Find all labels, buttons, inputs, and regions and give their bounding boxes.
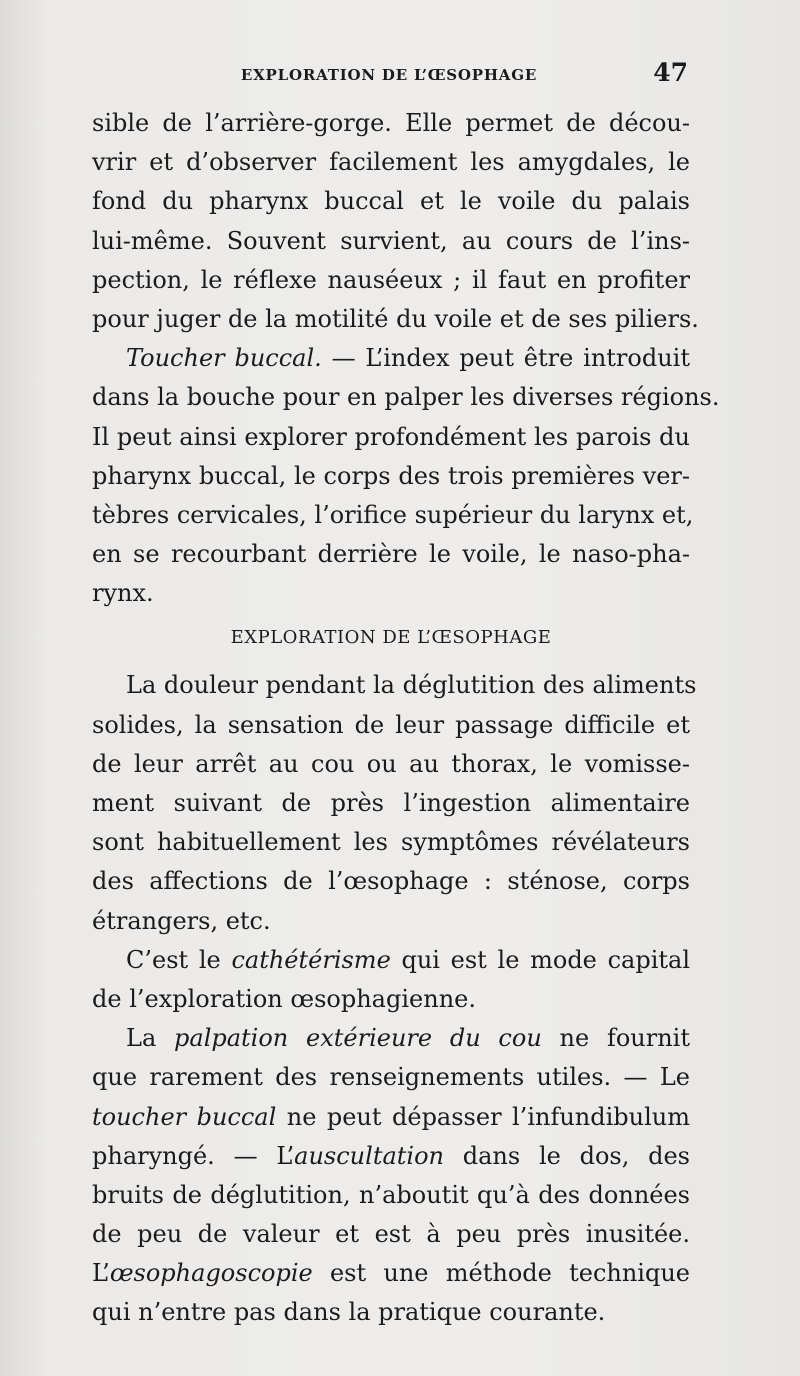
- text-line: sont habituellement les symptômes révélateurs: [92, 828, 690, 857]
- text-fragment: ne fournit: [541, 1024, 690, 1053]
- text-line: [92, 1137, 690, 1176]
- text-line: [92, 1019, 690, 1058]
- section-heading: EXPLORATION DE L’ŒSOPHAGE: [230, 627, 552, 649]
- text-line: [92, 1098, 690, 1137]
- text-line: Il peut ainsi explorer profondément les parois du: [92, 422, 690, 451]
- italic-term: auscultation: [294, 1141, 444, 1170]
- paragraph-toucher-buccal: [92, 339, 720, 613]
- text-line: qui n’entre pas dans la pratique courante.: [92, 1298, 606, 1327]
- text-line: vrir et d’observer facilement les amygdales, le: [92, 148, 690, 177]
- text-line: sible de l’arrière-gorge. Elle permet de décou-: [92, 109, 690, 137]
- italic-term: toucher buccal: [92, 1102, 277, 1131]
- running-head: [88, 58, 690, 90]
- text-line: pour juger de la motilité du voile et de ses piliers.: [92, 304, 699, 333]
- text-fragment: La: [126, 1024, 175, 1053]
- text-line: que rarement des renseignements utiles. — Le: [92, 1063, 690, 1092]
- paragraph-palpation: [92, 1019, 690, 1333]
- text-line: bruits de déglutition, n’aboutit qu’à des données: [92, 1180, 690, 1209]
- text-fragment: est une méthode technique: [312, 1259, 690, 1288]
- text-line: rynx.: [92, 579, 154, 608]
- text-fragment: ne peut dépasser l’infundibulum: [276, 1102, 690, 1131]
- body-text: [92, 104, 720, 1333]
- text-line: [92, 339, 690, 378]
- paragraph-arriere-gorge: [92, 104, 699, 339]
- text-fragment: — L’index peut être introduit: [321, 344, 690, 373]
- paragraph-douleur: [92, 666, 697, 940]
- text-fragment: C’est le: [126, 945, 232, 974]
- text-line: [92, 1254, 690, 1293]
- page-number: 47: [653, 58, 688, 87]
- text-fragment: L’: [92, 1259, 110, 1288]
- paragraph-catheterisme: [92, 941, 690, 1019]
- text-line: [92, 941, 690, 980]
- text-fragment: pharyngé. — L’: [92, 1141, 295, 1170]
- text-line: pection, le réflexe nauséeux ; il faut en profiter: [92, 265, 690, 294]
- text-line: de peu de valeur et est à peu près inusitée.: [92, 1220, 690, 1249]
- italic-term: œsophagoscopie: [109, 1259, 313, 1288]
- text-line: pharynx buccal, le corps des trois premières ver-: [92, 461, 690, 490]
- text-line: dans la bouche pour en palper les diverses régions.: [92, 383, 720, 412]
- text-line: lui-même. Souvent survient, au cours de l’ins-: [92, 226, 690, 255]
- text-line: tèbres cervicales, l’orifice supérieur du larynx et,: [92, 500, 694, 529]
- text-line: de leur arrêt au cou ou au thorax, le vomisse-: [92, 749, 690, 778]
- italic-term: cathétérisme: [231, 945, 391, 974]
- text-fragment: dans le dos, des: [444, 1141, 691, 1170]
- text-line: La douleur pendant la déglutition des aliments: [126, 671, 697, 700]
- text-line: en se recourbant derrière le voile, le naso-pha-: [92, 540, 690, 569]
- text-line: des affections de l’œsophage : sténose, corps: [92, 867, 690, 896]
- text-line: de l’exploration œsophagienne.: [92, 984, 476, 1013]
- italic-term: palpation extérieure du cou: [174, 1024, 542, 1053]
- text-line: ment suivant de près l’ingestion alimentaire: [92, 789, 690, 817]
- text-line: solides, la sensation de leur passage difficile et: [92, 710, 690, 739]
- running-title: EXPLORATION DE L’ŒSOPHAGE: [240, 66, 538, 84]
- text-line: fond du pharynx buccal et le voile du palais: [92, 187, 690, 216]
- text-line: étrangers, etc.: [92, 906, 271, 935]
- text-fragment: qui est le mode capital: [390, 945, 690, 974]
- italic-term: Toucher buccal.: [126, 344, 322, 373]
